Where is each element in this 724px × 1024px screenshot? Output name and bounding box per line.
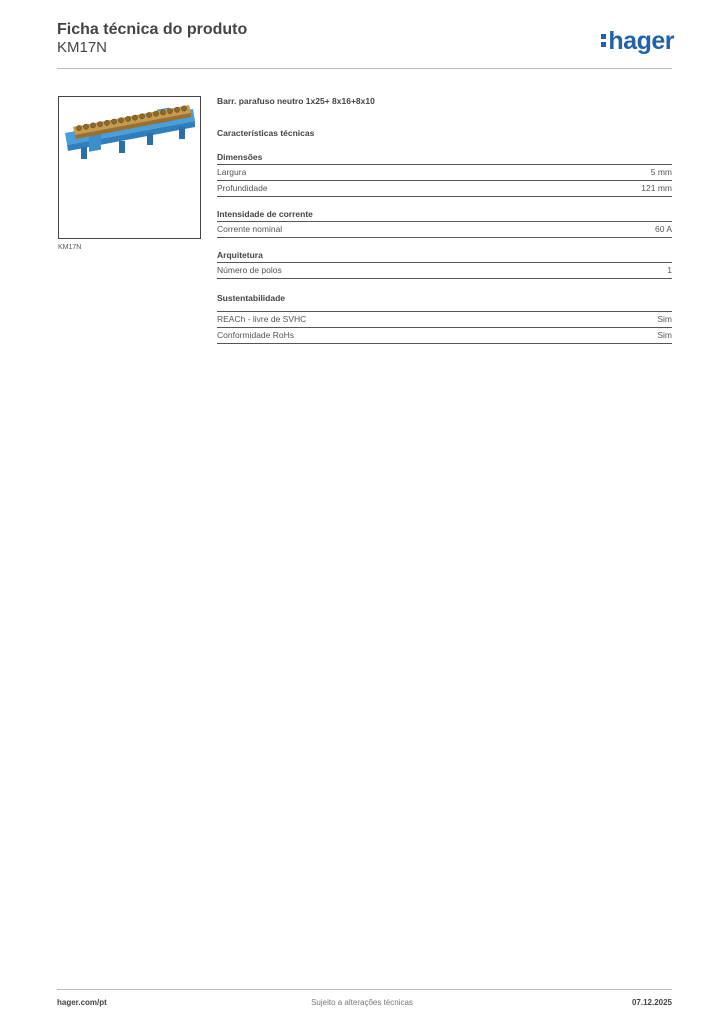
spec-value: 1 (667, 265, 672, 275)
spec-row (217, 181, 672, 197)
spec-value: Sim (657, 330, 672, 340)
logo-dots-icon (601, 29, 607, 49)
spec-group-arquitetura (217, 250, 672, 279)
footer-date: 07.12.2025 (631, 998, 672, 1007)
group-title: Sustentabilidade (217, 293, 286, 303)
page-title: Ficha técnica do produto (57, 21, 248, 38)
spec-value: 5 mm (650, 167, 672, 177)
spec-label: REACh - livre de SVHC (217, 314, 307, 324)
product-image (58, 96, 201, 239)
group-title: Arquitetura (217, 250, 672, 263)
spec-row (217, 222, 672, 238)
spec-content (217, 96, 672, 350)
hager-logo[interactable] (601, 27, 674, 56)
spec-value: 121 mm (641, 183, 672, 193)
product-name: Barr. parafuso neutro 1x25+ 8x16+8x10 (217, 96, 375, 106)
logo-text: hager (608, 27, 674, 55)
busbar-image-icon (59, 97, 200, 238)
image-caption: KM17N (58, 244, 82, 251)
section-title: Características técnicas (217, 128, 315, 138)
header-divider (57, 68, 672, 69)
product-code: KM17N (57, 39, 108, 56)
spec-group-sustentabilidade (217, 293, 672, 344)
spec-value: 60 A (654, 224, 672, 234)
spec-label: Profundidade (217, 183, 268, 193)
spec-row (217, 165, 672, 181)
footer-disclaimer: Sujeito a alterações técnicas (311, 998, 413, 1007)
footer-website-link[interactable]: hager.com/pt (57, 998, 107, 1007)
spec-row (217, 311, 672, 328)
spec-label: Número de polos (217, 265, 282, 275)
spec-row (217, 263, 672, 279)
spec-group-dimensoes (217, 152, 672, 197)
spec-label: Conformidade RoHs (217, 330, 295, 340)
group-title: Intensidade de corrente (217, 209, 672, 222)
spec-group-corrente (217, 209, 672, 238)
footer-divider (57, 989, 672, 990)
spec-value: Sim (657, 314, 672, 324)
group-title: Dimensões (217, 152, 672, 165)
spec-label: Corrente nominal (217, 224, 283, 234)
spec-row (217, 328, 672, 344)
spec-label: Largura (217, 167, 247, 177)
